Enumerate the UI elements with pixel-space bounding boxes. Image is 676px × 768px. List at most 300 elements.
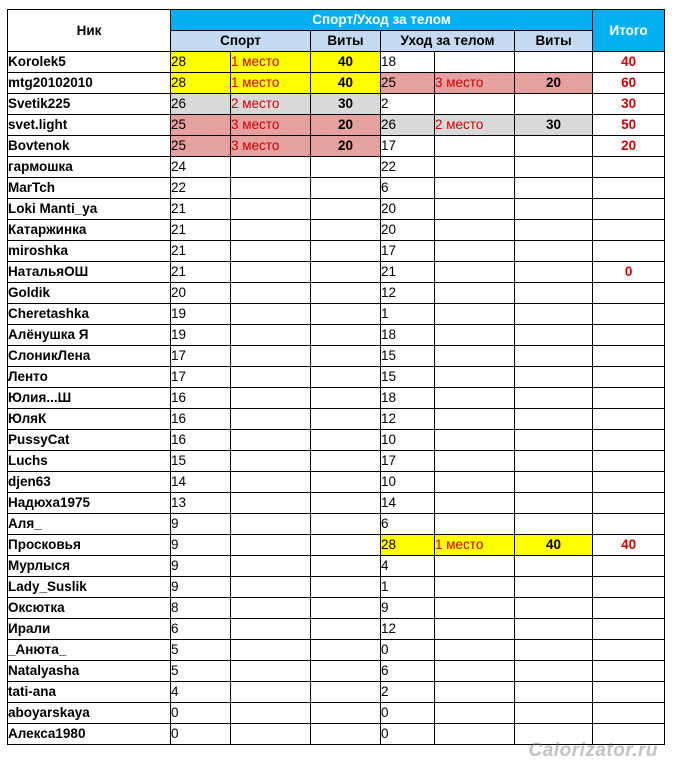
care-score: 10 (381, 472, 435, 493)
table-row (8, 178, 665, 199)
sport-vity (311, 304, 381, 325)
table-row (8, 241, 665, 262)
total-score (593, 703, 665, 724)
player-nick: Lady_Suslik (8, 577, 171, 598)
table-row (8, 157, 665, 178)
care-score: 0 (381, 703, 435, 724)
sport-score: 8 (171, 598, 231, 619)
sport-score: 21 (171, 220, 231, 241)
care-place (435, 304, 515, 325)
player-nick: Bovtenok (8, 136, 171, 157)
care-vity (515, 577, 593, 598)
sport-vity (311, 325, 381, 346)
care-place: 3 место (435, 73, 515, 94)
sport-place (231, 304, 311, 325)
sport-vity (311, 472, 381, 493)
table-row (8, 514, 665, 535)
care-score: 6 (381, 178, 435, 199)
care-place (435, 640, 515, 661)
total-score (593, 157, 665, 178)
table-row (8, 325, 665, 346)
sport-place (231, 703, 311, 724)
sport-place (231, 178, 311, 199)
care-vity (515, 199, 593, 220)
sport-vity (311, 157, 381, 178)
table-row (8, 451, 665, 472)
care-vity-header: Виты (515, 31, 593, 52)
player-nick: _Анюта_ (8, 640, 171, 661)
player-nick: MarTch (8, 178, 171, 199)
care-place (435, 703, 515, 724)
care-place (435, 346, 515, 367)
care-score: 22 (381, 157, 435, 178)
sport-place (231, 493, 311, 514)
table-row (8, 262, 665, 283)
sport-vity (311, 619, 381, 640)
player-nick: miroshka (8, 241, 171, 262)
sport-score: 19 (171, 304, 231, 325)
sport-place (231, 556, 311, 577)
table-body (8, 52, 665, 745)
table-row (8, 535, 665, 556)
care-place (435, 157, 515, 178)
care-place (435, 136, 515, 157)
care-place (435, 409, 515, 430)
player-nick: Юлия...Ш (8, 388, 171, 409)
sport-place (231, 367, 311, 388)
total-score: 40 (593, 52, 665, 73)
player-nick: Катаржинка (8, 220, 171, 241)
total-score (593, 388, 665, 409)
care-vity: 40 (515, 535, 593, 556)
sport-vity (311, 409, 381, 430)
care-place (435, 430, 515, 451)
care-score: 18 (381, 388, 435, 409)
player-nick: Svetik225 (8, 94, 171, 115)
sport-place: 3 место (231, 115, 311, 136)
sport-score: 5 (171, 640, 231, 661)
care-score: 9 (381, 598, 435, 619)
total-header: Итого (593, 10, 665, 52)
sport-score: 21 (171, 262, 231, 283)
care-score: 28 (381, 535, 435, 556)
care-place: 2 место (435, 115, 515, 136)
player-nick: Надюха1975 (8, 493, 171, 514)
care-vity (515, 367, 593, 388)
sport-score: 26 (171, 94, 231, 115)
care-score: 10 (381, 430, 435, 451)
total-score: 30 (593, 94, 665, 115)
sport-place (231, 409, 311, 430)
sport-place (231, 577, 311, 598)
total-score (593, 178, 665, 199)
care-place (435, 283, 515, 304)
care-vity (515, 157, 593, 178)
player-nick: гармошка (8, 157, 171, 178)
player-nick: НатальяОШ (8, 262, 171, 283)
total-score (593, 304, 665, 325)
sport-score: 16 (171, 388, 231, 409)
care-score: 20 (381, 199, 435, 220)
sport-vity: 40 (311, 52, 381, 73)
care-vity (515, 346, 593, 367)
care-header: Уход за телом (381, 31, 515, 52)
sport-score: 21 (171, 199, 231, 220)
sport-score: 9 (171, 535, 231, 556)
player-nick: PussyCat (8, 430, 171, 451)
care-place (435, 514, 515, 535)
total-score: 40 (593, 535, 665, 556)
player-nick: Cheretashka (8, 304, 171, 325)
sport-vity (311, 535, 381, 556)
sport-vity (311, 199, 381, 220)
sport-place (231, 451, 311, 472)
player-nick: aboyarskaya (8, 703, 171, 724)
sport-vity (311, 430, 381, 451)
care-vity (515, 388, 593, 409)
total-score: 0 (593, 262, 665, 283)
care-place (435, 619, 515, 640)
total-score: 20 (593, 136, 665, 157)
sport-vity (311, 283, 381, 304)
table-row (8, 115, 665, 136)
table-row (8, 367, 665, 388)
sport-place (231, 430, 311, 451)
player-nick: Natalyasha (8, 661, 171, 682)
table-row (8, 472, 665, 493)
table-row (8, 73, 665, 94)
care-place (435, 556, 515, 577)
care-place: 1 место (435, 535, 515, 556)
care-place (435, 661, 515, 682)
table-row (8, 346, 665, 367)
care-score: 1 (381, 304, 435, 325)
sport-vity (311, 682, 381, 703)
care-vity (515, 94, 593, 115)
table-row (8, 199, 665, 220)
watermark: Calorizator.ru (528, 740, 658, 761)
care-score: 21 (381, 262, 435, 283)
care-vity (515, 493, 593, 514)
care-vity (515, 682, 593, 703)
care-vity (515, 178, 593, 199)
sport-score: 24 (171, 157, 231, 178)
total-score (593, 283, 665, 304)
sport-score: 5 (171, 661, 231, 682)
care-place (435, 94, 515, 115)
care-score: 2 (381, 682, 435, 703)
total-score (593, 325, 665, 346)
care-vity (515, 451, 593, 472)
sport-place (231, 640, 311, 661)
nick-header: Ник (8, 10, 171, 52)
care-place (435, 199, 515, 220)
total-score (593, 493, 665, 514)
sport-vity (311, 388, 381, 409)
sport-vity: 30 (311, 94, 381, 115)
total-score (593, 577, 665, 598)
total-score (593, 514, 665, 535)
sport-vity (311, 346, 381, 367)
sport-vity (311, 493, 381, 514)
player-nick: Korolek5 (8, 52, 171, 73)
care-place (435, 724, 515, 745)
table-row (8, 703, 665, 724)
care-score: 1 (381, 577, 435, 598)
table-row (8, 598, 665, 619)
care-score: 14 (381, 493, 435, 514)
total-score (593, 199, 665, 220)
care-score: 15 (381, 367, 435, 388)
sport-vity-header: Виты (311, 31, 381, 52)
care-score: 20 (381, 220, 435, 241)
sport-score: 0 (171, 703, 231, 724)
player-nick: tati-ana (8, 682, 171, 703)
care-score: 18 (381, 325, 435, 346)
care-score: 25 (381, 73, 435, 94)
care-score: 12 (381, 283, 435, 304)
player-nick: Алёнушка Я (8, 325, 171, 346)
sport-score: 0 (171, 724, 231, 745)
care-vity (515, 241, 593, 262)
care-score: 12 (381, 619, 435, 640)
sport-place (231, 619, 311, 640)
player-nick: Оксютка (8, 598, 171, 619)
sport-vity: 20 (311, 136, 381, 157)
care-vity (515, 703, 593, 724)
sport-score: 13 (171, 493, 231, 514)
care-vity (515, 556, 593, 577)
care-place (435, 388, 515, 409)
total-score (593, 556, 665, 577)
sport-place (231, 262, 311, 283)
care-vity (515, 136, 593, 157)
player-nick: Luchs (8, 451, 171, 472)
sport-place (231, 220, 311, 241)
total-score (593, 451, 665, 472)
total-score (593, 409, 665, 430)
total-score: 50 (593, 115, 665, 136)
care-place (435, 598, 515, 619)
player-nick: Ленто (8, 367, 171, 388)
total-score (593, 241, 665, 262)
sport-score: 25 (171, 115, 231, 136)
care-vity (515, 661, 593, 682)
sport-place (231, 283, 311, 304)
total-score: 60 (593, 73, 665, 94)
player-nick: Аля_ (8, 514, 171, 535)
care-vity (515, 514, 593, 535)
sport-score: 17 (171, 346, 231, 367)
sport-vity (311, 262, 381, 283)
table-row (8, 577, 665, 598)
player-nick: ЮляК (8, 409, 171, 430)
sport-place (231, 724, 311, 745)
table-row (8, 388, 665, 409)
table-row (8, 661, 665, 682)
sport-vity (311, 178, 381, 199)
care-score: 12 (381, 409, 435, 430)
total-score (593, 220, 665, 241)
group-header: Спорт/Уход за телом (171, 10, 593, 31)
sport-place: 3 место (231, 136, 311, 157)
care-place (435, 178, 515, 199)
care-vity (515, 619, 593, 640)
table-row (8, 52, 665, 73)
care-place (435, 451, 515, 472)
sport-place (231, 514, 311, 535)
care-vity (515, 430, 593, 451)
sport-score: 15 (171, 451, 231, 472)
sport-place (231, 388, 311, 409)
care-score: 17 (381, 451, 435, 472)
total-score (593, 367, 665, 388)
sport-vity (311, 367, 381, 388)
care-place (435, 262, 515, 283)
care-vity (515, 472, 593, 493)
sport-place (231, 598, 311, 619)
care-place (435, 682, 515, 703)
total-score (593, 619, 665, 640)
table-row (8, 682, 665, 703)
care-vity (515, 52, 593, 73)
care-score: 26 (381, 115, 435, 136)
player-nick: svet.light (8, 115, 171, 136)
sport-score: 28 (171, 52, 231, 73)
sport-vity (311, 724, 381, 745)
total-score (593, 661, 665, 682)
player-nick: djen63 (8, 472, 171, 493)
sport-vity (311, 556, 381, 577)
sport-score: 9 (171, 577, 231, 598)
care-vity: 20 (515, 73, 593, 94)
sport-place (231, 241, 311, 262)
sport-place (231, 682, 311, 703)
sport-score: 17 (171, 367, 231, 388)
sport-place (231, 346, 311, 367)
sport-place (231, 325, 311, 346)
care-vity (515, 409, 593, 430)
care-place (435, 52, 515, 73)
sport-vity: 40 (311, 73, 381, 94)
table-row (8, 409, 665, 430)
care-place (435, 577, 515, 598)
sport-vity (311, 241, 381, 262)
sport-vity (311, 661, 381, 682)
sport-score: 21 (171, 241, 231, 262)
total-score (593, 598, 665, 619)
care-vity (515, 262, 593, 283)
sport-place: 1 место (231, 73, 311, 94)
table-row (8, 640, 665, 661)
player-nick: Goldik (8, 283, 171, 304)
care-vity (515, 325, 593, 346)
care-place (435, 367, 515, 388)
total-score (593, 472, 665, 493)
care-score: 4 (381, 556, 435, 577)
sport-vity: 20 (311, 115, 381, 136)
care-place (435, 241, 515, 262)
table-row (8, 283, 665, 304)
sport-place (231, 199, 311, 220)
sport-place: 2 место (231, 94, 311, 115)
sport-score: 14 (171, 472, 231, 493)
sport-vity (311, 598, 381, 619)
player-nick: Просковья (8, 535, 171, 556)
sport-place (231, 661, 311, 682)
care-place (435, 493, 515, 514)
total-score (593, 682, 665, 703)
table-row (8, 304, 665, 325)
sport-score: 16 (171, 430, 231, 451)
table-row (8, 94, 665, 115)
total-score (593, 430, 665, 451)
care-vity (515, 283, 593, 304)
sport-score: 22 (171, 178, 231, 199)
sport-score: 16 (171, 409, 231, 430)
care-vity: 30 (515, 115, 593, 136)
total-score (593, 640, 665, 661)
sport-vity (311, 514, 381, 535)
sport-place (231, 157, 311, 178)
care-place (435, 220, 515, 241)
sport-score: 4 (171, 682, 231, 703)
sport-score: 6 (171, 619, 231, 640)
sport-vity (311, 451, 381, 472)
sport-score: 9 (171, 514, 231, 535)
care-score: 6 (381, 514, 435, 535)
sport-place (231, 535, 311, 556)
care-score: 17 (381, 136, 435, 157)
player-nick: Loki Manti_ya (8, 199, 171, 220)
table-row (8, 136, 665, 157)
table-row (8, 493, 665, 514)
player-nick: СлоникЛена (8, 346, 171, 367)
care-vity (515, 598, 593, 619)
table-row (8, 220, 665, 241)
sport-score: 20 (171, 283, 231, 304)
results-table (7, 9, 665, 745)
care-score: 15 (381, 346, 435, 367)
table-row (8, 556, 665, 577)
sport-header: Спорт (171, 31, 311, 52)
care-score: 18 (381, 52, 435, 73)
care-score: 0 (381, 640, 435, 661)
sport-score: 28 (171, 73, 231, 94)
table-row (8, 619, 665, 640)
care-vity (515, 640, 593, 661)
sport-place (231, 472, 311, 493)
sport-score: 25 (171, 136, 231, 157)
player-nick: Ирали (8, 619, 171, 640)
total-score (593, 346, 665, 367)
care-score: 0 (381, 724, 435, 745)
care-place (435, 325, 515, 346)
sport-vity (311, 220, 381, 241)
player-nick: Мурлыся (8, 556, 171, 577)
sport-vity (311, 577, 381, 598)
sport-place: 1 место (231, 52, 311, 73)
sport-vity (311, 703, 381, 724)
care-score: 17 (381, 241, 435, 262)
care-place (435, 472, 515, 493)
care-vity (515, 304, 593, 325)
care-score: 2 (381, 94, 435, 115)
care-score: 6 (381, 661, 435, 682)
player-nick: Алекса1980 (8, 724, 171, 745)
player-nick: mtg20102010 (8, 73, 171, 94)
care-vity (515, 220, 593, 241)
